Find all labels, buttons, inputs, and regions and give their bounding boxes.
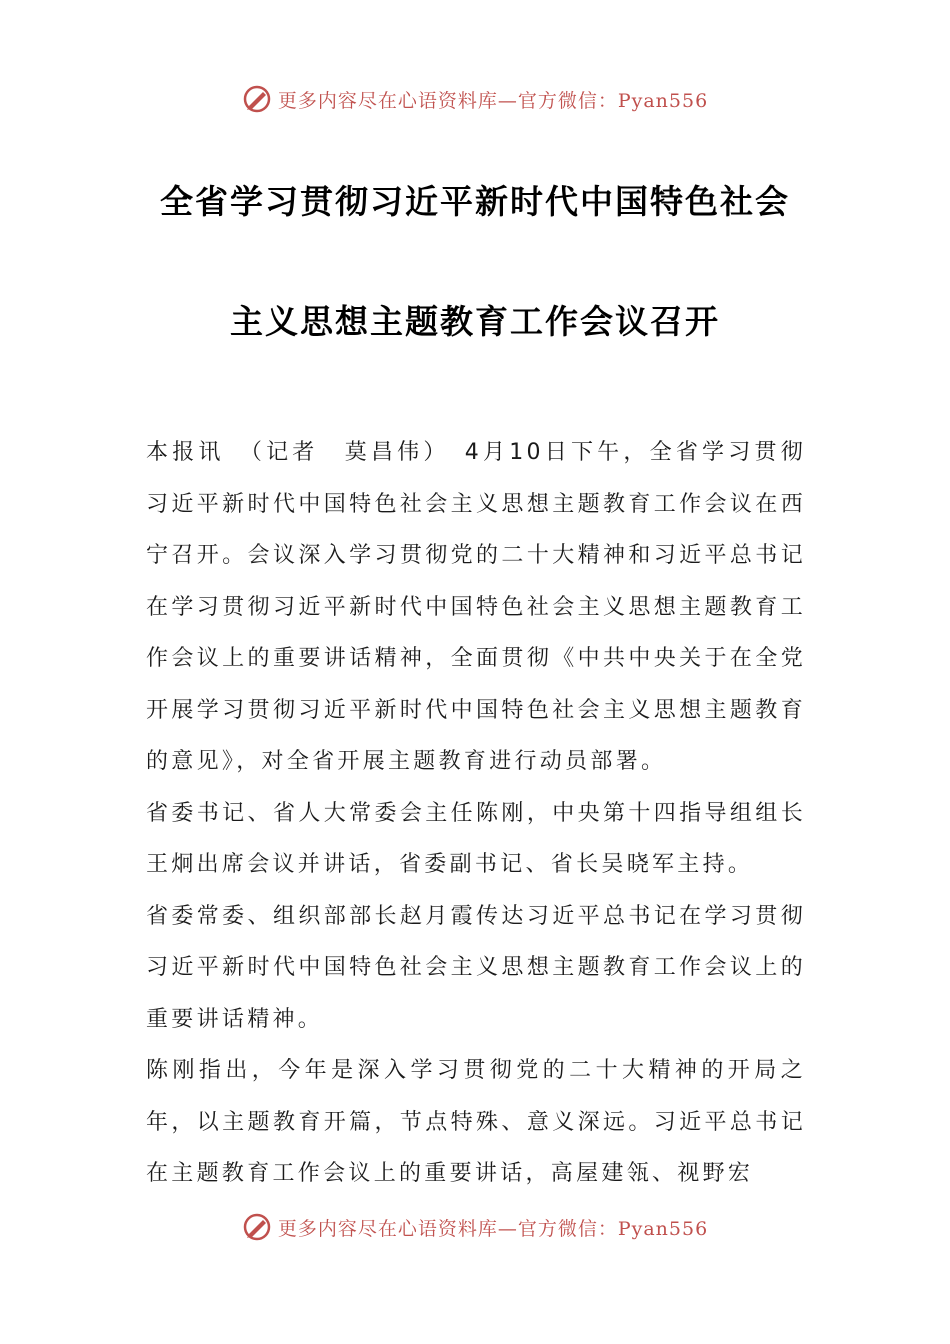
paragraph: 陈刚指出，今年是深入学习贯彻党的二十大精神的开局之年，以主题教育开篇，节点特殊、意义深远。习近平总书记在主题教育工作会议上的重要讲话，高屋建瓴、视野宏 [146, 1058, 806, 1186]
paragraph: 省委书记、省人大常委会主任陈刚，中央第十四指导组组长王炯出席会议并讲话，省委副书记、省长吴晓军主持。 [146, 800, 806, 877]
pen-logo-icon [242, 84, 272, 114]
article-body [146, 427, 806, 1200]
header-watermark [0, 84, 950, 114]
pen-logo-icon [242, 1212, 272, 1242]
footer-watermark [0, 1212, 950, 1242]
watermark-text: 更多内容尽在心语资料库—官方微信：Pyan556 [277, 1217, 709, 1240]
paragraph: 本报讯 （记者 莫昌伟） 4月10日下午，全省学习贯彻习近平新时代中国特色社会主义思想主题教育工作会议在西宁召开。会议深入学习贯彻党的二十大精神和习近平总书记在学习贯彻习近平新时代中国特色社会主义思想主题教育工作会议上的重要讲话精神，全面贯彻《中共中央关于在全党开展学习贯彻习近平新时代中国特色社会主义思想主题教育的意见》，对全省开展主题教育进行动员部署。 [146, 440, 806, 774]
paragraph: 省委常委、组织部部长赵月霞传达习近平总书记在学习贯彻习近平新时代中国特色社会主义思想主题教育工作会议上的重要讲话精神。 [146, 903, 806, 1032]
document-title-line-2: 主义思想主题教育工作会议召开 [230, 302, 720, 341]
document-title-line-1: 全省学习贯彻习近平新时代中国特色社会 [160, 182, 790, 221]
watermark-text: 更多内容尽在心语资料库—官方微信：Pyan556 [277, 89, 709, 112]
